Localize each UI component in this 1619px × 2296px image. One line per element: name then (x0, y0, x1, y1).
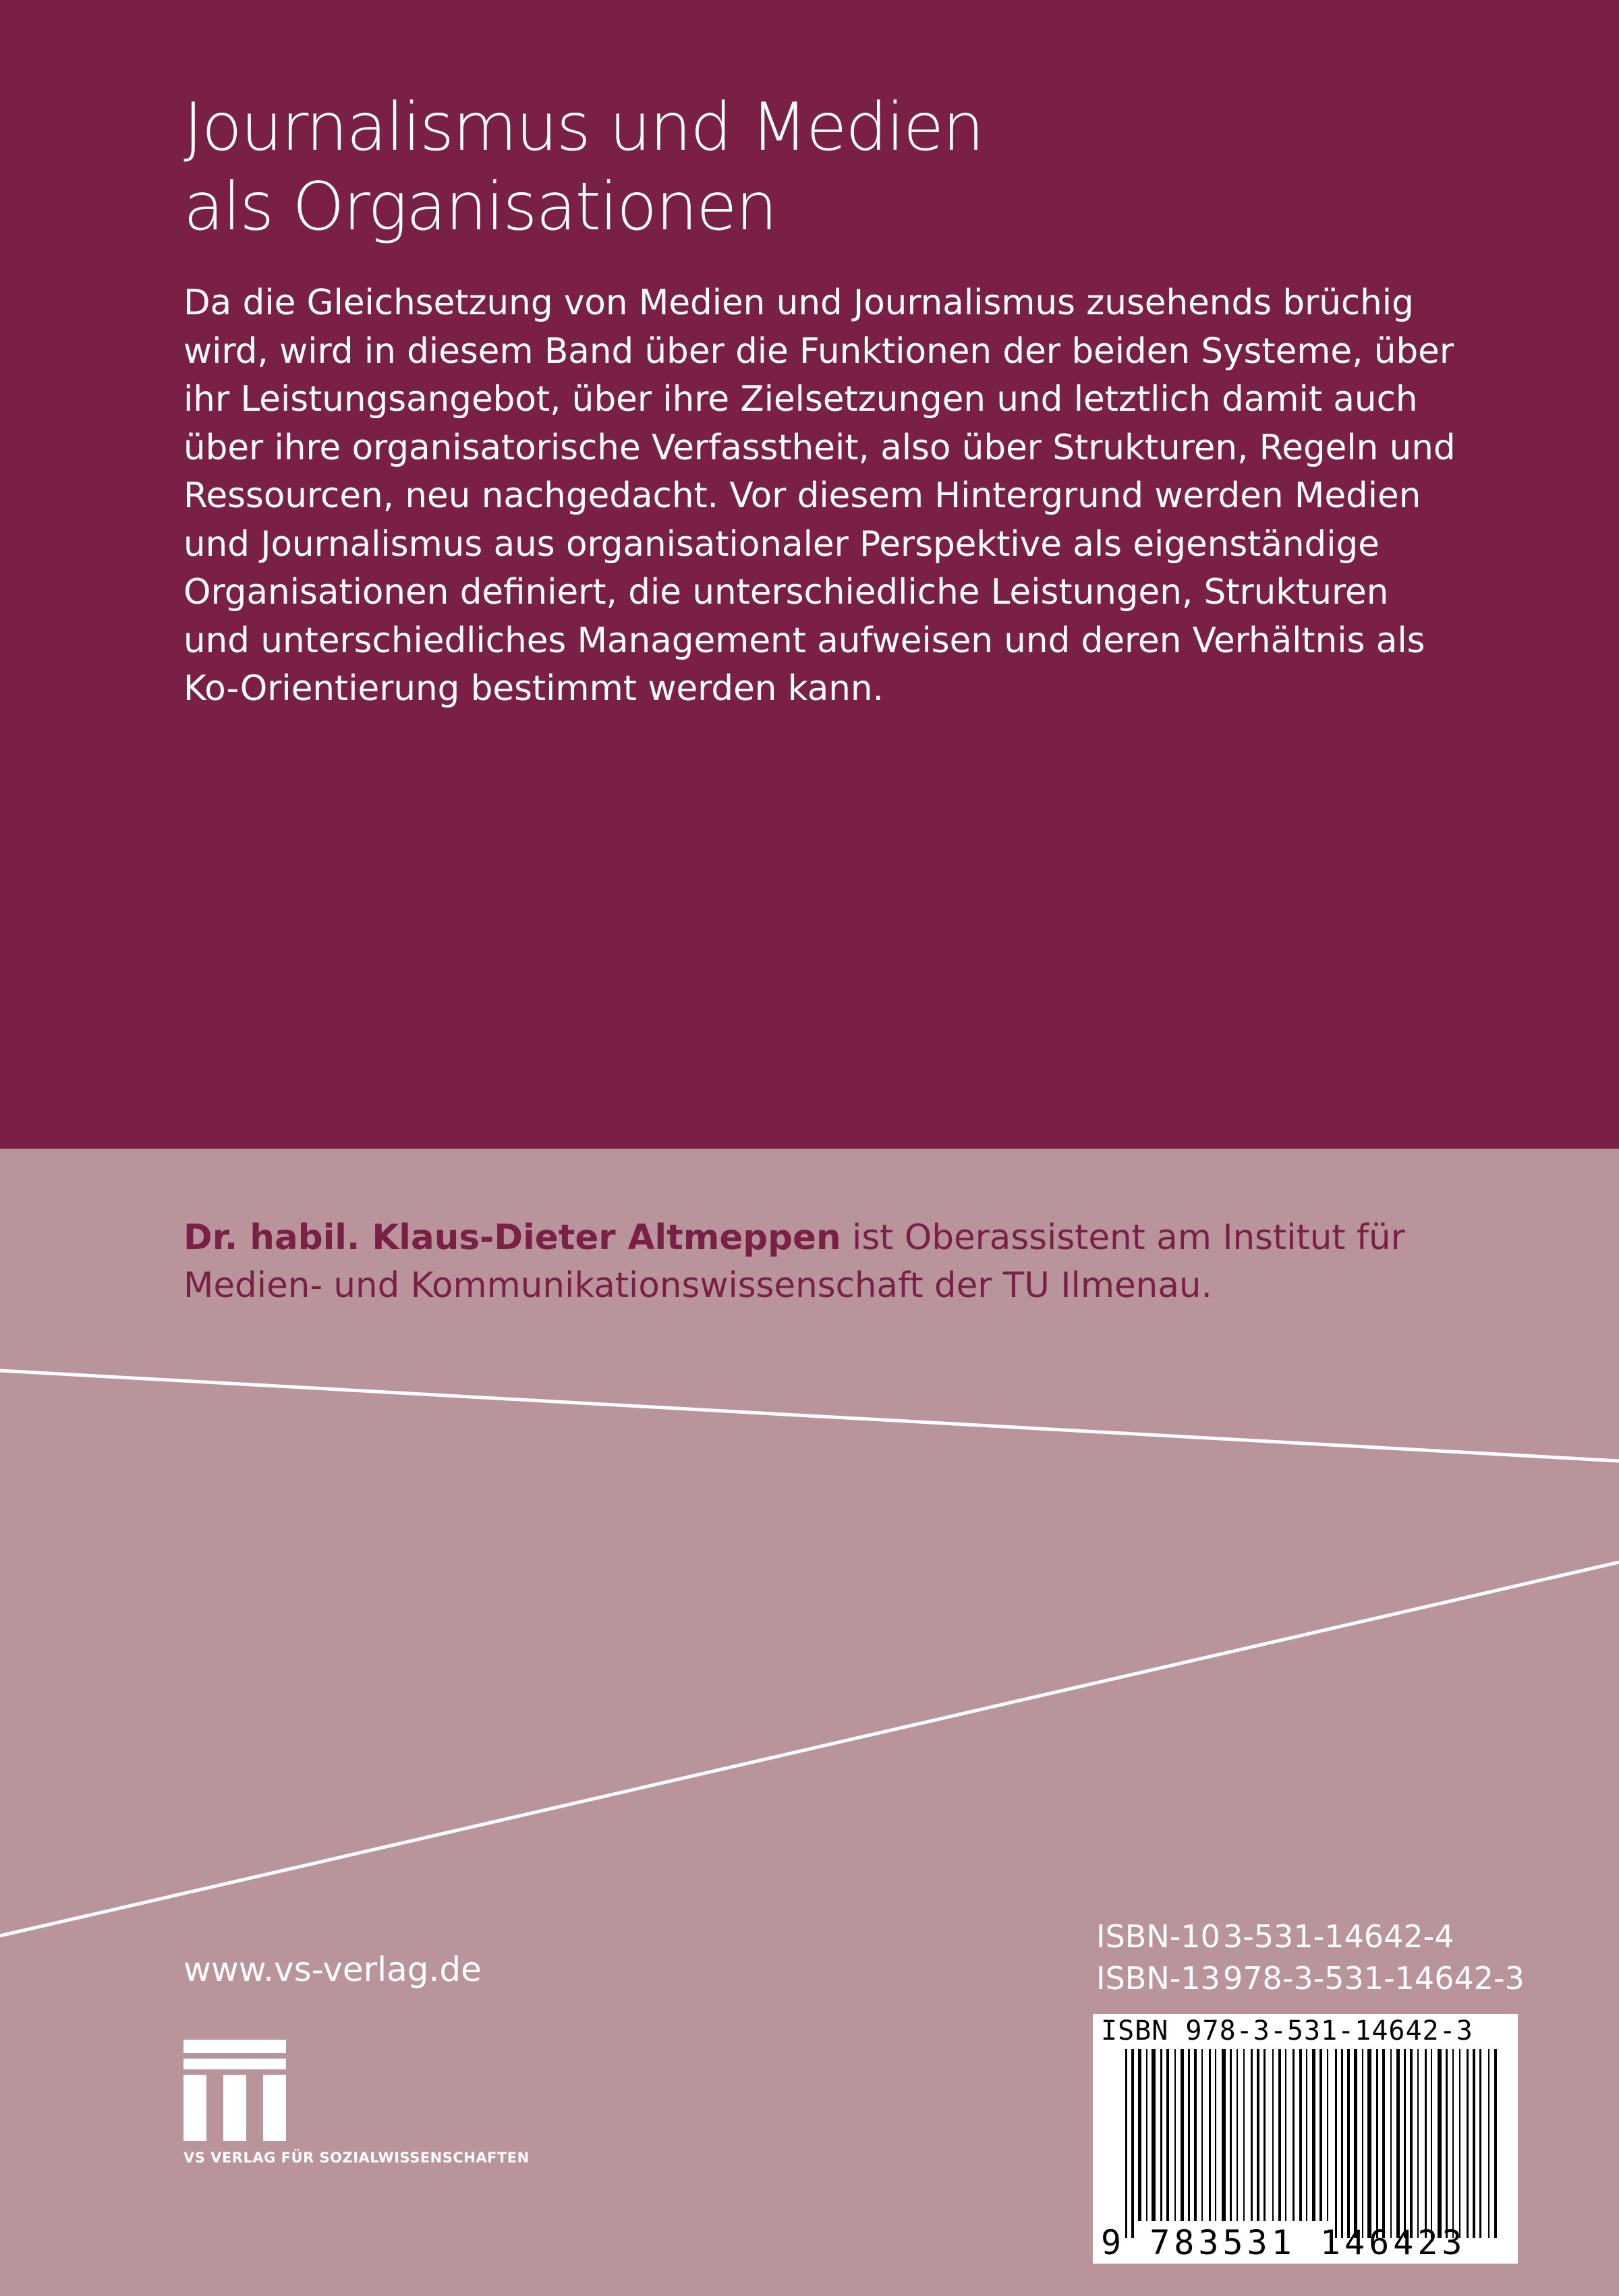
barcode-bar (1293, 2049, 1295, 2221)
isbn-label: ISBN-10 (1096, 1918, 1220, 1955)
barcode-bar (1479, 2049, 1481, 2238)
barcode-bar (1459, 2049, 1460, 2238)
barcode-bar (1222, 2049, 1226, 2221)
barcode-bar (1467, 2049, 1469, 2238)
barcode-bar (1494, 2049, 1497, 2238)
isbn-10-row (1096, 1916, 1525, 1957)
barcode-bar (1131, 2049, 1134, 2238)
barcode-bar (1335, 2049, 1337, 2238)
barcode-bar (1251, 2049, 1253, 2221)
barcode-bar (1125, 2049, 1127, 2238)
barcode-bar (1425, 2049, 1427, 2238)
isbn-value: 3-531-14642-4 (1223, 1918, 1454, 1955)
title-line-1: Journalismus und Medien (183, 89, 984, 166)
barcode-bar (1243, 2049, 1245, 2221)
barcode-number: 9 783531 146423 (1101, 2223, 1467, 2262)
barcode-bar (1438, 2049, 1442, 2238)
barcode-bar (1354, 2049, 1357, 2238)
description-line: und Journalismus aus organisationaler Perspektive als eigenständige (183, 523, 1380, 565)
barcode-bar (1257, 2049, 1259, 2221)
barcode-bar (1166, 2049, 1169, 2221)
barcode-bar (1285, 2049, 1286, 2221)
title-line-2: als Organisationen (183, 169, 776, 246)
barcode-bar (1160, 2049, 1162, 2221)
barcode-bar (1312, 2049, 1315, 2221)
barcode-bar (1188, 2049, 1190, 2221)
barcode-bar (1367, 2049, 1371, 2238)
description-line: wird, wird in diesem Band über die Funktionen der beiden Systeme, über (183, 331, 1454, 372)
description-line: Ko-Orientierung bestimmt werden kann. (183, 668, 884, 709)
barcode-bar (1390, 2049, 1392, 2238)
barcode-bar (1341, 2049, 1343, 2238)
barcode-bar (1396, 2049, 1400, 2238)
description-line: Da die Gleichsetzung von Medien und Journalismus zusehends brüchig (183, 283, 1414, 323)
barcode-bar (1347, 2049, 1350, 2238)
barcode-bar (1174, 2049, 1176, 2221)
description-line: Organisationen definiert, die unterschiedliche Leistungen, Strukturen (183, 572, 1389, 612)
barcode-bar (1382, 2049, 1385, 2238)
barcode-bar (1299, 2049, 1302, 2221)
isbn-value: 978-3-531-14642-3 (1223, 1960, 1525, 1997)
barcode-bar (1319, 2049, 1322, 2221)
barcode-bar (1209, 2049, 1211, 2221)
description-line: Ressourcen, neu nachgedacht. Vor diesem Hintergrund werden Medien (183, 476, 1421, 516)
author-role: ist Oberassistent am Institut für (841, 1217, 1405, 1258)
isbn-label: ISBN-13 (1096, 1960, 1220, 1997)
barcode-bar (1215, 2049, 1216, 2221)
barcode-bar (1152, 2049, 1156, 2221)
barcode-bar (1473, 2049, 1475, 2238)
description-line: über ihre organisatorische Verfasstheit, also über Strukturen, Regeln und (183, 427, 1456, 468)
isbn-13-row (1096, 1957, 1525, 1999)
barcode-bar (1431, 2049, 1432, 2238)
barcode-bar (1404, 2049, 1406, 2238)
barcode-bar (1237, 2049, 1238, 2221)
author-line-2: Medien- und Kommunikationswissenschaft der TU Ilmenau. (183, 1265, 1212, 1306)
barcode-bar (1410, 2049, 1413, 2238)
barcode-bar (1230, 2049, 1232, 2221)
barcode-bar (1181, 2049, 1184, 2221)
description-line: ihr Leistungsangebot, über ihre Zielsetzungen und letztlich damit auch (183, 379, 1418, 420)
barcode-bar (1417, 2049, 1419, 2238)
barcode-bar (1278, 2049, 1281, 2221)
barcode-bar (1376, 2049, 1378, 2238)
publisher-logo-icon (183, 2040, 286, 2141)
description-line: und unterschiedliches Management aufweisen und deren Verhältnis als (183, 620, 1425, 661)
publisher-website[interactable]: www.vs-verlag.de (183, 1950, 482, 1989)
barcode (1093, 2014, 1518, 2264)
barcode-bar (1194, 2049, 1197, 2221)
isbn-info (1096, 1916, 1525, 1999)
author-name: Dr. habil. Klaus-Dieter Altmeppen (183, 1217, 841, 1258)
barcode-bar (1146, 2049, 1147, 2221)
barcode-bar (1138, 2049, 1141, 2221)
barcode-bar (1327, 2049, 1328, 2221)
barcode-bar (1201, 2049, 1203, 2221)
barcode-bar (1446, 2049, 1448, 2238)
barcode-bar (1272, 2049, 1274, 2221)
barcode-bar (1362, 2049, 1363, 2238)
publisher-name: VS VERLAG FÜR SOZIALWISSENSCHAFTEN (183, 2150, 530, 2166)
barcode-bar (1452, 2049, 1454, 2238)
barcode-bar (1306, 2049, 1307, 2221)
barcode-bar (1263, 2049, 1266, 2221)
barcode-bar (1488, 2049, 1489, 2238)
barcode-isbn-text: ISBN 978-3-531-14642-3 (1101, 2015, 1473, 2046)
